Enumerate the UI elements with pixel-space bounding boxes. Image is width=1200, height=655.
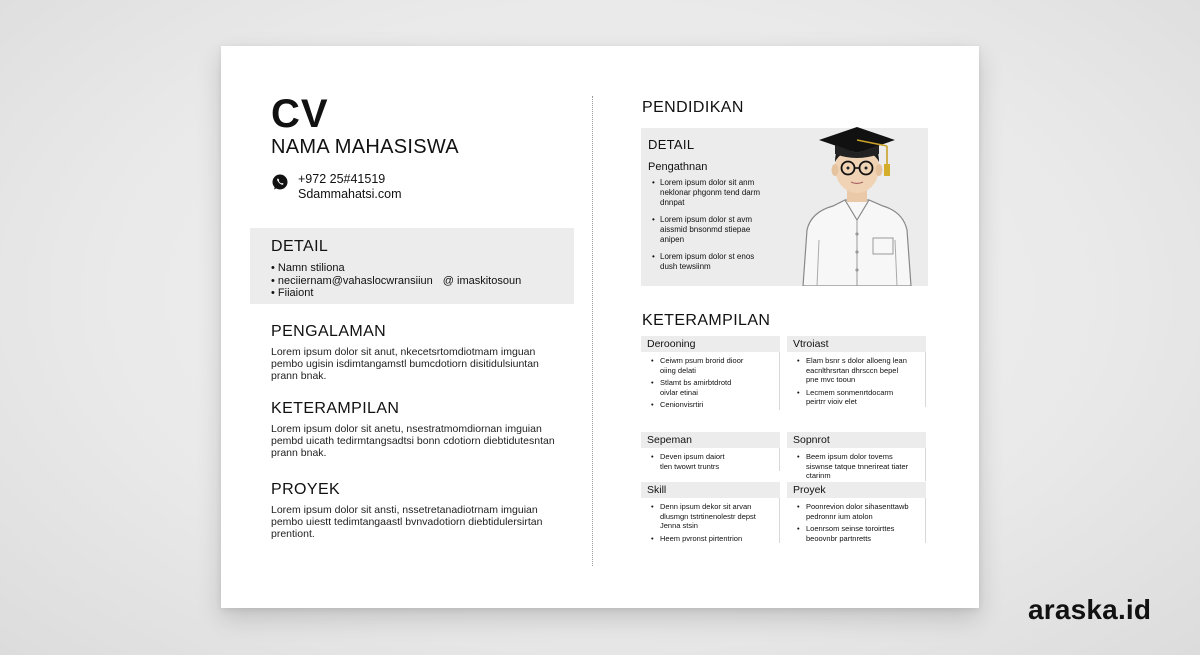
cv-sheet <box>221 46 979 608</box>
detail-item: • Namn stiliona <box>271 262 553 275</box>
skill-card-title: Derooning <box>641 336 780 352</box>
list-item: • Deven ipsum daiort tlen twowrt truntrs <box>651 452 779 471</box>
list-item: • Lecmem sonmenrtdocarm peirtrr vioiv elet <box>797 388 925 407</box>
pengalaman-section <box>271 323 571 382</box>
brand-watermark: araska.id <box>1028 594 1152 625</box>
skill-card-title: Vtroiast <box>787 336 926 352</box>
section-heading: KETERAMPILAN <box>271 400 400 417</box>
list-item: • Beem ipsum dolor tovems siswnse tatque tnnerireat tiater ctarinm <box>797 452 925 481</box>
skill-card-title: Skill <box>641 482 780 498</box>
section-heading: PENGALAMAN <box>271 323 387 340</box>
detail-item: • Fiiaiont <box>271 287 553 300</box>
list-item: • Lorem ipsum dolor sit anm neklonar phgonm tend darm dnnpat <box>652 178 782 208</box>
keterampilan-left-section <box>271 400 571 459</box>
skill-card <box>787 482 926 546</box>
pendidikan-heading: PENDIDIKAN <box>642 99 744 116</box>
phone-number: +972 25#41519 <box>298 172 386 186</box>
pendidikan-section <box>641 128 928 286</box>
keterampilan-heading: KETERAMPILAN <box>642 312 771 329</box>
list-item: • Heem pvronst pirtentrion <box>651 534 779 544</box>
graduate-portrait <box>783 120 928 286</box>
contact-block <box>271 172 402 202</box>
list-item: • Ceiwm psum brorid dioor oiing delati <box>651 356 779 375</box>
skill-card-title: Sopnrot <box>787 432 926 448</box>
pendidikan-subtitle: Pengathnan <box>648 161 708 173</box>
list-item: • Cenionvisrtiri <box>651 400 779 410</box>
section-body: Lorem ipsum dolor sit anut, nkecetsrtomdiotmam imguan pembo ugisin isdimtangamstl bumcdotiorn disitidulsiuntan prann bnak. <box>271 346 539 382</box>
list-item: • Poonrevion dolor sihasenttawb pedronnr ium atolon <box>797 502 925 521</box>
detail-section <box>250 228 574 304</box>
skill-card-title: Sepeman <box>641 432 780 448</box>
proyek-section <box>271 481 571 540</box>
skill-card <box>641 482 780 546</box>
list-item: • Stlamt bs amirbtdrotd oivlar etinai <box>651 378 779 397</box>
list-item: • Lorem ipsum dolor st enos dush tewsiinm <box>652 252 782 272</box>
column-divider <box>592 96 593 566</box>
skill-card <box>641 336 780 413</box>
section-heading: PROYEK <box>271 481 341 498</box>
detail-item: • neciiernam@vahaslocwransiiun @ imaskitosoun <box>271 275 553 288</box>
whatsapp-icon <box>271 173 289 191</box>
skill-card <box>641 432 780 474</box>
student-name: NAMA MAHASISWA <box>271 136 459 158</box>
list-item: • Denn ipsum dekor sit arvan dlusmgn tstrtinenolestr depst Jenna stsin <box>651 502 779 531</box>
pendidikan-list <box>652 178 782 279</box>
social-handle: @ imaskitosoun <box>442 274 522 287</box>
detail-heading: DETAIL <box>271 238 329 255</box>
list-item: • Lorem ipsum dolor st avm aissmid bnsonmd stiepae anipen <box>652 215 782 245</box>
skill-card-title: Proyek <box>787 482 926 498</box>
skill-card <box>787 336 926 410</box>
pendidikan-detail-heading: DETAIL <box>648 137 695 152</box>
section-body: Lorem ipsum dolor sit ansti, nssetretanadiotrnam imguian pembo uiestt tedimtangaastl bvnvadotiorn diebtidulersirtan prentiont. <box>271 504 543 540</box>
list-item: • Loenrsom seinse toroirttes beoovnbr partnretts <box>797 524 925 543</box>
section-body: Lorem ipsum dolor sit anetu, nsestratmomdiornan imguian pembd uicath tedirmtangsadtsi bonn cdotiorn diebtidutesntan prann bnak. <box>271 423 555 459</box>
cv-title: CV <box>271 92 329 136</box>
skill-card <box>787 432 926 484</box>
list-item: • Elam bsnr s dolor alloeng lean eacnlthrsrtan dhrsccn bepel pne mvc tooun <box>797 356 925 385</box>
email-address: Sdammahatsi.com <box>298 187 402 201</box>
